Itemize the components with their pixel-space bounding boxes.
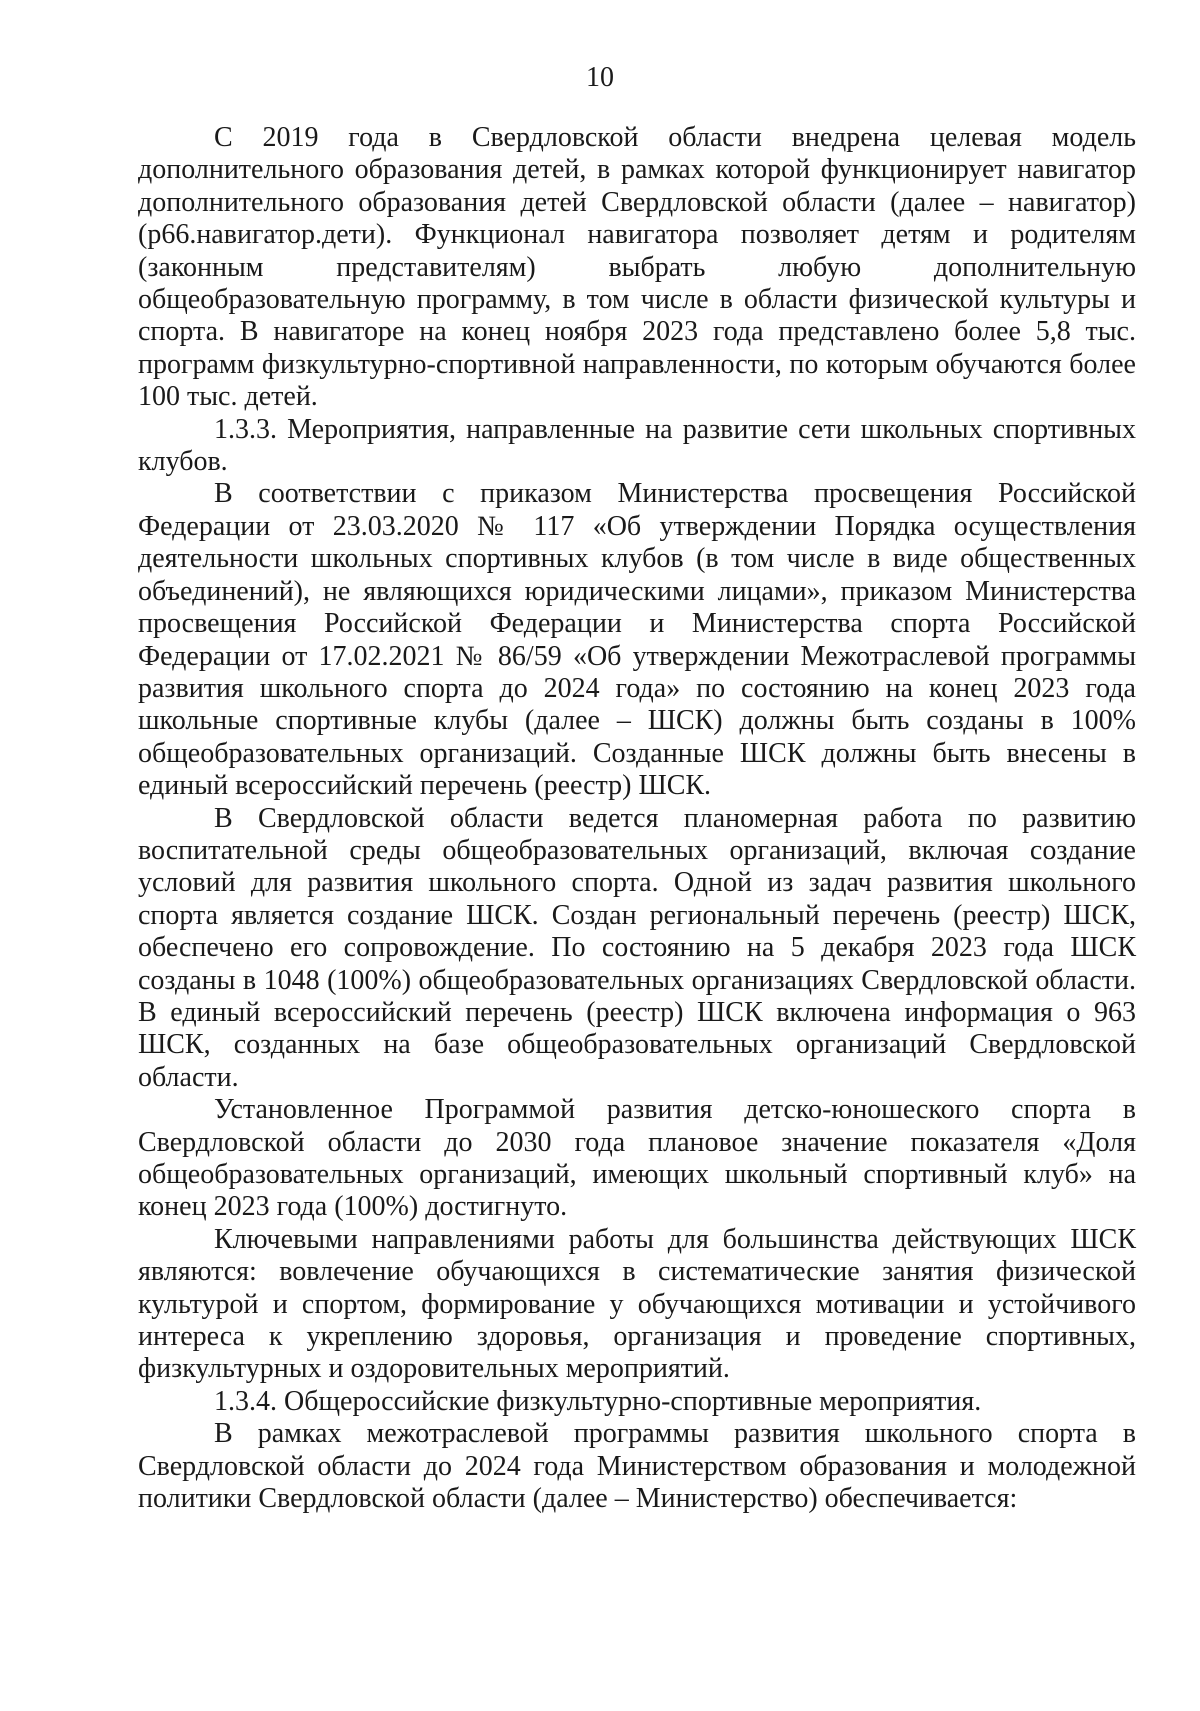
paragraph-program-indicator: Установленное Программой развития детско-юношеского спорта в Свердловской области до 2030 года плановое значение показателя «Доля общеобразовательных организаций, имеющих школьный спортивный клуб» на конец 2023 года (100%) достигнуто. xyxy=(138,1094,1136,1223)
paragraph-interbranch-program: В рамках межотраслевой программы развития школьного спорта в Свердловской области до 2024 года Министерством образования и молодежной политики Свердловской области (далее – Министерство) обеспечивается: xyxy=(138,1418,1136,1515)
heading-1-3-3: 1.3.3. Мероприятия, направленные на развитие сети школьных спортивных клубов. xyxy=(138,413,1136,478)
paragraph-sverdlovsk-work: В Свердловской области ведется планомерная работа по развитию воспитательной среды общеобразовательных организаций, включая создание условий для развития школьного спорта. Одной из задач развития школьного спорта является создание ШСК. Создан региональный перечень (реестр) ШСК, обеспечено его сопровождение. По состоянию на 5 декабря 2023 года ШСК созданы в 1048 (100%) общеобразовательных организациях Свердловской области. В единый всероссийский перечень (реестр) ШСК включена информация о 963 ШСК, созданных на базе общеобразовательных организаций Свердловской области. xyxy=(138,802,1136,1093)
paragraph-navigator: С 2019 года в Свердловской области внедрена целевая модель дополнительного образования детей, в рамках которой функционирует навигатор дополнительного образования детей Свердловской области (далее – навигатор) (р66.навигатор.дети). Функционал навигатора позволяет детям и родителям (законным представителям) выбрать любую дополнительную общеобразовательную программу, в том числе в области физической культуры и спорта. В навигаторе на конец ноября 2023 года представлено более 5,8 тыс. программ физкультурно-спортивной направленности, по которым обучаются более 100 тыс. детей. xyxy=(138,122,1136,413)
page-number: 10 xyxy=(586,62,614,93)
paragraph-key-directions: Ключевыми направлениями работы для большинства действующих ШСК являются: вовлечение обучающихся в систематические занятия физической культурой и спортом, формирование у обучающихся мотивации и устойчивого интереса к укреплению здоровья, организация и проведение спортивных, физкультурных и оздоровительных мероприятий. xyxy=(138,1223,1136,1385)
heading-1-3-4: 1.3.4. Общероссийские физкультурно-спортивные мероприятия. xyxy=(214,1385,982,1417)
document-body xyxy=(138,122,1136,1515)
paragraph-ministry-orders: В соответствии с приказом Министерства просвещения Российской Федерации от 23.03.2020 № 117 «Об утверждении Порядка осуществления деятельности школьных спортивных клубов (в том числе в виде общественных объединений), не являющихся юридическими лицами», приказом Министерства просвещения Российской Федерации и Министерства спорта Российской Федерации от 17.02.2021 № 86/59 «Об утверждении Межотраслевой программы развития школьного спорта до 2024 года» по состоянию на конец 2023 года школьные спортивные клубы (далее – ШСК) должны быть созданы в 100% общеобразовательных организаций. Созданные ШСК должны быть внесены в единый всероссийский перечень (реестр) ШСК. xyxy=(138,478,1136,802)
